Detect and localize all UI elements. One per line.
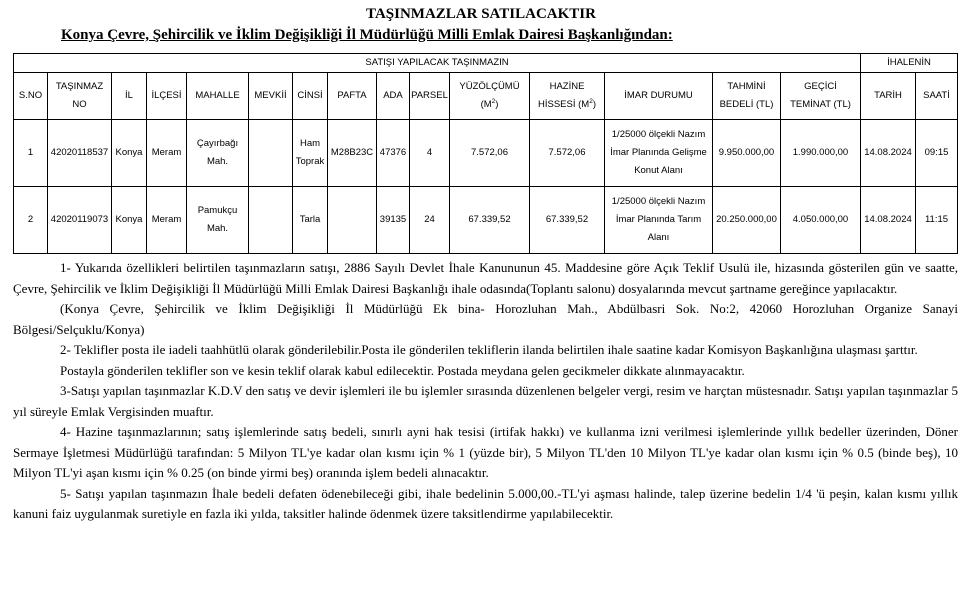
cell-saat: 09:15 — [916, 120, 958, 187]
cell-yuzolcum: 67.339,52 — [450, 187, 530, 254]
cell-cins: Tarla — [293, 187, 328, 254]
header-ilce: İLÇESİ — [147, 73, 187, 120]
cell-ilce: Meram — [147, 187, 187, 254]
header-tarih: TARİH — [861, 73, 916, 120]
cell-il: Konya — [112, 120, 147, 187]
cell-mevki — [249, 120, 293, 187]
cell-tahmini-bedel: 20.250.000,00 — [713, 187, 781, 254]
header-saat: SAATİ — [916, 73, 958, 120]
paragraph: 2- Teklifler posta ile iadeli taahhütlü olarak gönderilebilir.Posta ile gönderilen tekliflerin ilanda belirtilen ihale saatine kadar Komisyon Başkanlığına ulaşması şarttır. — [60, 342, 918, 357]
cell-tahmini-bedel: 9.950.000,00 — [713, 120, 781, 187]
cell-hazine-hissesi: 7.572,06 — [530, 120, 605, 187]
cell-il: Konya — [112, 187, 147, 254]
cell-yuzolcum: 7.572,06 — [450, 120, 530, 187]
group-header-sale: SATIŞI YAPILACAK TAŞINMAZIN — [14, 54, 861, 73]
cell-ada: 39135 — [377, 187, 410, 254]
cell-gecici-teminat: 1.990.000,00 — [781, 120, 861, 187]
header-row — [14, 73, 958, 120]
cell-tarih: 14.08.2024 — [861, 187, 916, 254]
paragraph: 1- Yukarıda özellikleri belirtilen taşınmazların satışı, 2886 Sayılı Devlet İhale Kanununun 45. Maddesine göre Açık Teklif Usulü ile, hizasında gösterilen gün ve saatte, Çevre, Şehircilik ve İklim Değişikliği İl Müdürlüğü Milli Emlak Dairesi Başkanlığı ihale odasında(Toplantı salonu) dosyalarında mevcut şartname gereğince yapılacaktır. — [13, 260, 958, 296]
cell-imar-durumu: 1/25000 ölçekli Nazım İmar Planında Gelişme Konut Alanı — [605, 120, 713, 187]
cell-mevki — [249, 187, 293, 254]
table-row — [14, 187, 958, 254]
header-pafta: PAFTA — [328, 73, 377, 120]
cell-hazine-hissesi: 67.339,52 — [530, 187, 605, 254]
paragraph: Postayla gönderilen teklifler son ve kesin teklif olarak kabul edilecektir. Postada meydana gelen gecikmeler dikkate alınmayacaktır. — [60, 362, 745, 378]
paragraph: 3-Satışı yapılan taşınmazlar K.D.V den satış ve devir işlemleri ile bu işlemler sırasında düzenlenen belgeler vergi, resim ve harçtan müstesnadır. Satışı yapılan taşınmazlar 5 yıl süreyle Emlak Vergisinden muaftır. — [13, 383, 958, 419]
header-tasinmaz-no: TAŞINMAZ NO — [48, 73, 112, 120]
cell-mahalle: Pamukçu Mah. — [187, 187, 249, 254]
header-mevki: MEVKİİ — [249, 73, 293, 120]
cell-imar-durumu: 1/25000 ölçekli Nazım İmar Planında Tarım Alanı — [605, 187, 713, 254]
group-header-row — [14, 54, 958, 73]
cell-sno: 1 — [14, 120, 48, 187]
header-sno: S.NO — [14, 73, 48, 120]
header-yuzolcum: YÜZÖLÇÜMÜ $(M^2)$ — [450, 73, 530, 120]
cell-tarih: 14.08.2024 — [861, 120, 916, 187]
cell-ada: 47376 — [377, 120, 410, 187]
document-subtitle: Konya Çevre, Şehircilik ve İklim Değişikliği İl Müdürlüğü Milli Emlak Dairesi Başkanlığından: — [61, 27, 673, 43]
cell-pafta: M28B23C — [328, 120, 377, 187]
cell-gecici-teminat: 4.050.000,00 — [781, 187, 861, 254]
header-imar-durumu: İMAR DURUMU — [605, 73, 713, 120]
header-cins: CİNSİ — [293, 73, 328, 120]
header-tahmini-bedel: TAHMİNİ BEDELİ (TL) — [713, 73, 781, 120]
header-parsel: PARSEL — [410, 73, 450, 120]
announcement-body — [13, 258, 958, 525]
cell-parsel: 4 — [410, 120, 450, 187]
cell-ilce: Meram — [147, 120, 187, 187]
cell-pafta — [328, 187, 377, 254]
header-hazine-hissesi: HAZİNE HİSSESİ $(M^2)$ — [530, 73, 605, 120]
paragraph: (Konya Çevre, Şehircilik ve İklim Değişikliği İl Müdürlüğü Ek bina- Horozluhan Mah., Abdülbasri Sok. No:2, 42060 Horozluhan Organize Sanayi Bölgesi/Selçuklu/Konya) — [13, 301, 958, 337]
header-il: İL — [112, 73, 147, 120]
cell-mahalle: Çayırbağı Mah. — [187, 120, 249, 187]
cell-parsel: 24 — [410, 187, 450, 254]
header-gecici-teminat: GEÇİCİ TEMİNAT (TL) — [781, 73, 861, 120]
property-table — [13, 53, 958, 254]
table-row — [14, 120, 958, 187]
header-ada: ADA — [377, 73, 410, 120]
cell-cins: Ham Toprak — [293, 120, 328, 187]
cell-sno: 2 — [14, 187, 48, 254]
paragraph: 5- Satışı yapılan taşınmazın İhale bedeli defaten ödenebileceği gibi, ihale bedelinin 5.000,00.-TL'yi aşması halinde, talep üzerine bedelin 1/4 'ü peşin, kalan kısmı yıllık kanuni faiz uygulanmak suretiyle en fazla iki yılda, taksitler halinde ödenmek üzere taksitlendirme yapılabilecektir. — [13, 485, 958, 521]
document-title: TAŞINMAZLAR SATILACAKTIR — [366, 6, 596, 22]
cell-tasinmaz-no: 42020118537 — [48, 120, 112, 187]
cell-saat: 11:15 — [916, 187, 958, 254]
group-header-auction: İHALENİN — [861, 54, 958, 73]
header-mahalle: MAHALLE — [187, 73, 249, 120]
cell-tasinmaz-no: 42020119073 — [48, 187, 112, 254]
paragraph: 4- Hazine taşınmazlarının; satış işlemlerinde satış bedeli, sınırlı ayni hak tesisi (irtifak hakkı) ve kullanma izni verilmesi işlemlerinde yıllık bedeller üzerinden, Döner Sermaye İşletmesi Müdürlüğü tarafından: 5 Milyon TL'ye kadar olan kısmı için % 1 (yüzde bir), 5 Milyon TL'den 10 Milyon TL'ye kadar olan kısmı için % 0.5 (binde beş), 10 Milyon TL'yi aşan kısmı için % 0.25 (on binde yirmi beş) oranında işlem bedeli alınacaktır. — [13, 424, 958, 480]
